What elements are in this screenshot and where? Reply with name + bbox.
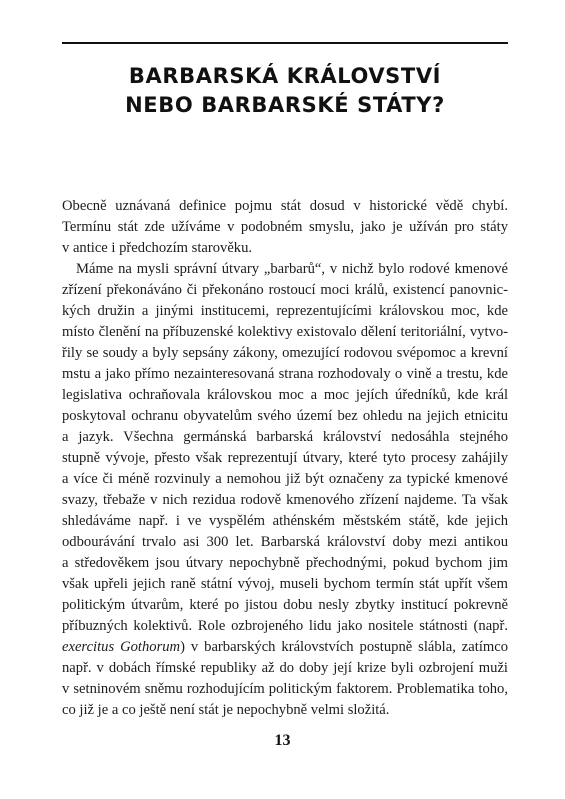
text-line: svazy, třebaže v nich rezidua rodově kmenového zřízení najdeme. Ta však <box>62 492 508 508</box>
text-line: mstu a jako přímo nezainteresovaná strana rozhodovaly o vině a trestu, kde <box>62 366 508 382</box>
text-line: např. v dobách římské republiky až do doby její krize byli ozbrojení muži <box>62 660 508 676</box>
text-line: příbuzných kolektivů. Role ozbrojeného lidu jako nositele státnosti (např. <box>62 618 508 634</box>
text-line: a více či méně rozvinuly a nemohou již být označeny za typické kmenové <box>62 471 508 487</box>
text-line: Obecně uznávaná definice pojmu stát dosud v historické vědě chybí. <box>62 198 508 214</box>
text-line: stupně vývoje, přesto však reprezentují útvary, které tyto procesy zahájily <box>62 450 508 466</box>
text-line-italic <box>62 637 508 658</box>
text-line: shledáváme např. i ve vyspělém athénském městském státě, kde jejich <box>62 513 508 529</box>
text-line: zřízení překonáváno či překonáno rostoucí moci králů, existencí panovnic- <box>62 282 508 298</box>
text-line: a středověkem jsou útvary nepochybně přechodnými, pokud bychom jim <box>62 555 508 571</box>
text-line: poskytoval ochranu obyvatelům svého území bez ohledu na jejich etnicitu <box>62 408 508 424</box>
text-line: a jazyk. Všechna germánská barbarská království nedosáhla stejného <box>62 429 508 445</box>
page-number: 13 <box>274 732 291 749</box>
title-line-2: NEBO BARBARSKÉ STÁTY? <box>125 93 445 117</box>
text-line: v setninovém sněmu rozhodujícím politickým faktorem. Problematika toho, <box>62 681 508 697</box>
text-line: politickým útvarům, které po jistou dobu nesly zbytky institucí pokrevně <box>62 597 508 613</box>
text-line: však upřeli jejich raně státní vývoj, museli bychom termín stát upřít všem <box>62 576 508 592</box>
text-line: legislativa ochraňovala královskou moc a moc jejích úředníků, kde král <box>62 387 508 403</box>
top-rule <box>62 42 508 44</box>
text-line: odbourávání trvalo asi 300 let. Barbarská království doby mezi antikou <box>62 534 508 550</box>
chapter-title <box>62 62 508 120</box>
paragraph-2 <box>62 259 508 721</box>
text-line: místo členění na příbuzenské kolektivy existovalo dělení teritoriální, vytvo- <box>62 324 508 340</box>
body-text <box>62 196 508 721</box>
text-line: Máme na mysli správní útvary „barbarů“, v nichž bylo rodové kmenové <box>76 261 508 277</box>
text-line: co již je a co ještě není stát je nepochybně velmi složitá. <box>62 702 390 718</box>
text-line: Termínu stát zde užíváme v podobném smyslu, jako je užíván pro státy <box>62 219 508 235</box>
italic-term: exercitus Gothorum <box>62 639 181 655</box>
title-line-1: BARBARSKÁ KRÁLOVSTVÍ <box>128 64 442 88</box>
text-line: kých družin a jinými institucemi, reprezentujícími královskou moc, kde <box>62 303 508 319</box>
text-line: řily se soudy a byly sepsány zákony, omezující rodovou svépomoc a krevní <box>62 345 508 361</box>
paragraph-1 <box>62 196 508 259</box>
text-fragment: ) v barbarských královstvích postupně slábla, zatímco <box>180 639 508 655</box>
text-line: v antice i předchozím starověku. <box>62 240 253 256</box>
